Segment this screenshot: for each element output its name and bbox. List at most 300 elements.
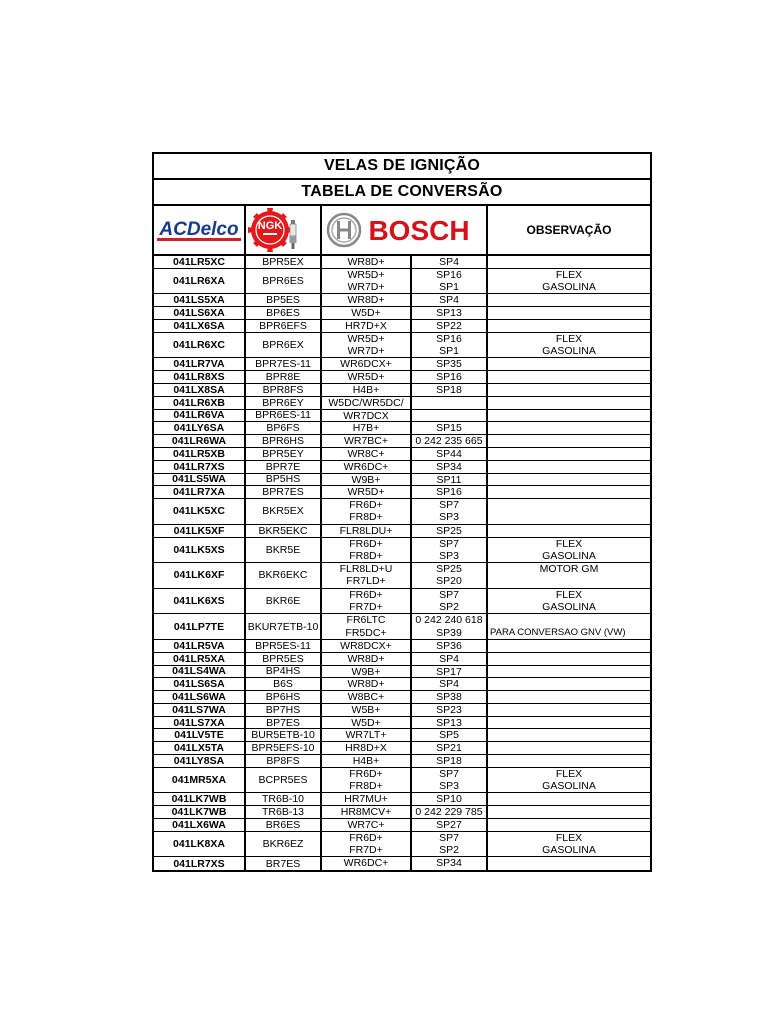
ngk-code-cell: BPR7ES — [246, 486, 322, 498]
cell-line: SP4 — [439, 652, 459, 665]
bosch-code-cell — [322, 857, 412, 870]
cell-line: GASOLINA — [542, 281, 596, 294]
bosch-code-cell — [322, 448, 412, 460]
cell-line: WR7D+ — [347, 281, 385, 294]
table-row — [154, 857, 650, 870]
cell-line: W5B+ — [351, 703, 381, 716]
acdelco-code-cell: 041LR5XB — [154, 448, 246, 460]
table-row — [154, 448, 650, 461]
acdelco-code-cell: 041LR7XS — [154, 461, 246, 473]
cell-line: SP7 — [439, 831, 459, 844]
acdelco-code-cell: 041LX8SA — [154, 384, 246, 396]
bosch-code-cell — [322, 422, 412, 434]
observation-header: OBSERVAÇÃO — [526, 223, 612, 237]
champion-code-cell — [412, 307, 488, 319]
cell-line — [488, 691, 650, 703]
table-row — [154, 729, 650, 742]
observation-cell — [488, 486, 650, 498]
observation-cell — [488, 832, 650, 857]
acdelco-code-cell: 041LR6XC — [154, 333, 246, 358]
observation-cell — [488, 358, 650, 370]
cell-line: WR7DCX — [343, 409, 389, 422]
observation-cell — [488, 525, 650, 537]
cell-line: SP7 — [439, 588, 459, 601]
bosch-code-cell — [322, 269, 412, 294]
cell-line: SP5 — [439, 729, 459, 742]
cell-line: SP44 — [436, 447, 462, 460]
cell-line: SP2 — [439, 844, 459, 857]
cell-line: SP2 — [439, 601, 459, 614]
cell-line — [488, 755, 650, 767]
champion-code-cell — [412, 819, 488, 831]
cell-line: GASOLINA — [542, 549, 596, 562]
cell-line: WR6DCX+ — [340, 358, 392, 371]
cell-line — [488, 575, 650, 587]
cell-line — [488, 729, 650, 741]
cell-line: WR7BC+ — [343, 435, 389, 447]
cell-line — [488, 307, 650, 319]
cell-line — [488, 653, 650, 665]
cell-line — [488, 742, 650, 754]
cell-line — [488, 704, 650, 716]
cell-line — [488, 499, 650, 511]
champion-code-cell — [412, 294, 488, 306]
cell-line: FR6D+ — [349, 588, 383, 601]
champion-code-cell — [412, 717, 488, 729]
cell-line — [488, 640, 650, 652]
table-row — [154, 422, 650, 435]
table-row — [154, 269, 650, 295]
champion-code-cell — [412, 525, 488, 537]
table-row — [154, 653, 650, 666]
table-row — [154, 538, 650, 564]
cell-line: FLEX — [555, 588, 583, 601]
cell-line — [488, 819, 650, 831]
ngk-code-cell: BP6ES — [246, 307, 322, 319]
table-body — [154, 256, 650, 870]
acdelco-code-cell: 041LR6XA — [154, 269, 246, 294]
cell-line: SP7 — [439, 767, 459, 780]
cell-line: SP3 — [439, 511, 459, 524]
cell-line: WR5D+ — [347, 371, 385, 383]
bosch-code-cell — [322, 435, 412, 447]
bosch-code-cell — [322, 793, 412, 805]
table-row — [154, 499, 650, 525]
cell-line: 0 242 240 618 — [415, 614, 483, 627]
champion-code-cell — [412, 614, 488, 639]
table-row — [154, 666, 650, 679]
table-row — [154, 589, 650, 615]
acdelco-code-cell: 041LK8XA — [154, 832, 246, 857]
cell-line: FR7LD+ — [346, 575, 386, 588]
observation-cell — [488, 538, 650, 563]
cell-line: FR6LTC — [346, 614, 386, 627]
acdelco-code-cell: 041LK6XF — [154, 563, 246, 588]
cell-line: WR5D+ — [347, 332, 385, 345]
table-row — [154, 691, 650, 704]
acdelco-code-cell: 041LV5TE — [154, 729, 246, 741]
ngk-code-cell: BP5HS — [246, 474, 322, 486]
cell-line: SP39 — [436, 626, 462, 639]
table-row — [154, 678, 650, 691]
cell-line — [412, 410, 486, 422]
cell-line: WR8C+ — [347, 447, 385, 460]
table-row — [154, 435, 650, 448]
bosch-code-cell — [322, 640, 412, 652]
cell-line: GASOLINA — [542, 345, 596, 358]
cell-line: W5D+ — [351, 307, 381, 319]
ngk-code-cell: BPR7ES-11 — [246, 358, 322, 370]
ngk-code-cell: BP4HS — [246, 666, 322, 678]
bosch-code-cell — [322, 653, 412, 665]
acdelco-code-cell: 041LS6WA — [154, 691, 246, 703]
champion-code-cell — [412, 742, 488, 754]
observation-cell — [488, 742, 650, 754]
ngk-code-cell: BR7ES — [246, 857, 322, 870]
cell-line — [488, 448, 650, 460]
cell-line: SP21 — [436, 742, 462, 755]
acdelco-code-cell: 041LX6SA — [154, 320, 246, 332]
observation-cell — [488, 384, 650, 396]
ngk-code-cell: BP7HS — [246, 704, 322, 716]
champion-code-cell — [412, 269, 488, 294]
cell-line: FR5DC+ — [345, 626, 387, 639]
observation-cell — [488, 614, 650, 639]
champion-code-cell — [412, 857, 488, 870]
ngk-code-cell: BPR6ES — [246, 269, 322, 294]
champion-code-cell — [412, 793, 488, 805]
cell-line: SP13 — [436, 716, 462, 729]
cell-line — [488, 525, 650, 537]
bosch-code-cell — [322, 461, 412, 473]
ngk-code-cell: BPR6HS — [246, 435, 322, 447]
champion-code-cell — [412, 333, 488, 358]
table-row — [154, 307, 650, 320]
cell-line — [488, 486, 650, 498]
observation-cell — [488, 857, 650, 870]
cell-line: SP36 — [436, 639, 462, 652]
ngk-code-cell: BP5ES — [246, 294, 322, 306]
bosch-logo — [322, 206, 488, 254]
ngk-code-cell: BKR6E — [246, 589, 322, 614]
cell-line: SP4 — [439, 294, 459, 307]
ngk-code-cell: BP6HS — [246, 691, 322, 703]
acdelco-code-cell: 041LR6VA — [154, 410, 246, 422]
bosch-code-cell — [322, 614, 412, 639]
champion-code-cell — [412, 666, 488, 678]
champion-code-cell — [412, 422, 488, 434]
acdelco-code-cell: 041LR5XC — [154, 256, 246, 268]
observation-cell — [488, 704, 650, 716]
ngk-code-cell: BKUR7ETB-10 — [246, 614, 322, 639]
cell-line: H4B+ — [352, 383, 380, 396]
bosch-code-cell — [322, 691, 412, 703]
ngk-code-cell: BPR8E — [246, 371, 322, 383]
table-row — [154, 832, 650, 858]
acdelco-code-cell: 041LK6XS — [154, 589, 246, 614]
table-row — [154, 717, 650, 730]
acdelco-code-cell: 041LS5XA — [154, 294, 246, 306]
cell-line: SP16 — [436, 268, 462, 281]
cell-line — [488, 793, 650, 805]
bosch-code-cell — [322, 742, 412, 754]
table-row — [154, 614, 650, 640]
cell-line: WR7C+ — [347, 819, 385, 831]
champion-code-cell — [412, 691, 488, 703]
acdelco-code-cell: 041LS7XA — [154, 717, 246, 729]
champion-code-cell — [412, 397, 488, 409]
acdelco-code-cell: 041LR6WA — [154, 435, 246, 447]
ngk-code-cell: BKR5EX — [246, 499, 322, 524]
champion-code-cell — [412, 435, 488, 447]
champion-code-cell — [412, 768, 488, 793]
acdelco-code-cell: 041LR6XB — [154, 397, 246, 409]
table-row — [154, 704, 650, 717]
observation-cell — [488, 717, 650, 729]
champion-code-cell — [412, 806, 488, 818]
cell-line: GASOLINA — [542, 844, 596, 857]
ngk-code-cell: BP6FS — [246, 422, 322, 434]
cell-line: SP23 — [436, 703, 462, 716]
acdelco-code-cell: 041LR8XS — [154, 371, 246, 383]
acdelco-logo — [154, 206, 246, 254]
bosch-code-cell — [322, 589, 412, 614]
cell-line: HR8MCV+ — [340, 806, 392, 819]
observation-cell — [488, 563, 650, 588]
bosch-code-cell — [322, 717, 412, 729]
cell-line: FR6D+ — [349, 831, 383, 844]
cell-line — [488, 461, 650, 473]
cell-line: SP3 — [439, 780, 459, 793]
table-row — [154, 384, 650, 397]
cell-line — [488, 410, 650, 422]
observation-cell — [488, 806, 650, 818]
cell-line: SP7 — [439, 499, 459, 512]
cell-line: H4B+ — [352, 755, 380, 767]
bosch-code-cell — [322, 397, 412, 409]
cell-line: 0 242 235 665 — [415, 435, 483, 447]
acdelco-code-cell: 041LS6SA — [154, 678, 246, 690]
table-row — [154, 333, 650, 359]
cell-line: WR5D+ — [347, 486, 385, 499]
cell-line — [412, 397, 486, 409]
cell-line: FLR8LDU+ — [339, 524, 393, 537]
table-row — [154, 371, 650, 384]
cell-line: FR8D+ — [349, 780, 383, 793]
table-row — [154, 742, 650, 755]
acdelco-code-cell: 041LK5XF — [154, 525, 246, 537]
table-row — [154, 358, 650, 371]
table-row — [154, 474, 650, 487]
cell-line: SP20 — [436, 575, 462, 588]
bosch-code-cell — [322, 371, 412, 383]
bosch-code-cell — [322, 806, 412, 818]
acdelco-code-cell: 041LS4WA — [154, 666, 246, 678]
ngk-code-cell: B6S — [246, 678, 322, 690]
champion-code-cell — [412, 320, 488, 332]
table-row — [154, 793, 650, 806]
observation-cell — [488, 678, 650, 690]
ngk-code-cell: BCPR5ES — [246, 768, 322, 793]
observation-cell — [488, 269, 650, 294]
cell-line: FR8D+ — [349, 511, 383, 524]
acdelco-code-cell: 041LX5TA — [154, 742, 246, 754]
bosch-code-cell — [322, 320, 412, 332]
observation-cell — [488, 307, 650, 319]
acdelco-code-cell: 041LR7XS — [154, 857, 246, 870]
cell-line: SP22 — [436, 319, 462, 332]
cell-line — [488, 294, 650, 306]
acdelco-logo-text: ACDelco — [159, 219, 239, 240]
champion-code-cell — [412, 729, 488, 741]
cell-line: 0 242 229 785 — [415, 806, 483, 819]
observation-cell — [488, 819, 650, 831]
champion-code-cell — [412, 256, 488, 268]
observation-cell — [488, 448, 650, 460]
observation-cell — [488, 474, 650, 486]
observation-cell — [488, 691, 650, 703]
ngk-code-cell: BKR5E — [246, 538, 322, 563]
cell-line: WR8D+ — [347, 652, 385, 665]
cell-line: FR7D+ — [349, 601, 383, 614]
observation-cell — [488, 729, 650, 741]
cell-line — [488, 614, 650, 626]
ngk-code-cell: BPR7E — [246, 461, 322, 473]
champion-code-cell — [412, 755, 488, 767]
table-row — [154, 410, 650, 423]
cell-line: SP18 — [436, 383, 462, 396]
bosch-code-cell — [322, 384, 412, 396]
observation-cell — [488, 333, 650, 358]
cell-line: FLEX — [555, 268, 583, 281]
acdelco-code-cell: 041LY6SA — [154, 422, 246, 434]
observation-cell — [488, 410, 650, 422]
observation-cell — [488, 435, 650, 447]
bosch-code-cell — [322, 563, 412, 588]
table-row — [154, 525, 650, 538]
bosch-code-cell — [322, 755, 412, 767]
cell-line: SP1 — [439, 345, 459, 358]
acdelco-code-cell: 041LS6XA — [154, 307, 246, 319]
cell-line: WR8D+ — [347, 256, 385, 268]
cell-line: FLEX — [555, 831, 583, 844]
champion-code-cell — [412, 640, 488, 652]
cell-line — [488, 474, 650, 486]
cell-line: W9B+ — [351, 665, 381, 678]
ngk-code-cell: BPR5ES — [246, 653, 322, 665]
cell-line: GASOLINA — [542, 780, 596, 793]
cell-line: H7B+ — [352, 422, 380, 435]
bosch-code-cell — [322, 486, 412, 498]
ngk-code-cell: BP7ES — [246, 717, 322, 729]
cell-line: W5DC/WR5DC/ — [328, 396, 404, 409]
bosch-code-cell — [322, 410, 412, 422]
cell-line: SP25 — [436, 563, 462, 576]
ngk-code-cell: BPR6ES-11 — [246, 410, 322, 422]
cell-line — [488, 371, 650, 383]
ngk-code-cell: BUR5ETB-10 — [246, 729, 322, 741]
acdelco-code-cell: 041LS7WA — [154, 704, 246, 716]
cell-line: WR8D+ — [347, 294, 385, 307]
cell-line: W5D+ — [351, 716, 381, 729]
acdelco-code-cell: 041LS5WA — [154, 474, 246, 486]
cell-line: SP27 — [436, 819, 462, 831]
champion-code-cell — [412, 499, 488, 524]
acdelco-code-cell: 041LK7WB — [154, 793, 246, 805]
bosch-logo-text: BOSCH — [368, 215, 470, 246]
acdelco-code-cell: 041LP7TE — [154, 614, 246, 639]
brand-header-row — [154, 206, 650, 256]
table-row — [154, 486, 650, 499]
champion-code-cell — [412, 358, 488, 370]
cell-line — [488, 256, 650, 268]
table-row — [154, 320, 650, 333]
ngk-code-cell: BPR5EY — [246, 448, 322, 460]
observation-cell — [488, 397, 650, 409]
cell-line — [488, 384, 650, 396]
acdelco-code-cell: 041LX6WA — [154, 819, 246, 831]
ngk-code-cell: BKR6EZ — [246, 832, 322, 857]
cell-line: W8BC+ — [347, 691, 385, 703]
cell-line: SP35 — [436, 358, 462, 371]
observation-cell — [488, 256, 650, 268]
cell-line — [488, 397, 650, 409]
cell-line: SP18 — [436, 755, 462, 767]
bosch-code-cell — [322, 768, 412, 793]
cell-line: SP16 — [436, 486, 462, 499]
observation-cell — [488, 371, 650, 383]
cell-line — [488, 511, 650, 523]
bosch-code-cell — [322, 729, 412, 741]
cell-line: FLEX — [555, 332, 583, 345]
cell-line — [488, 435, 650, 447]
cell-line: WR8D+ — [347, 678, 385, 691]
acdelco-code-cell: 041LR5XA — [154, 653, 246, 665]
table-row — [154, 256, 650, 269]
table-row — [154, 819, 650, 832]
cell-line: FR7D+ — [349, 844, 383, 857]
cell-line: GASOLINA — [542, 601, 596, 614]
cell-line: SP10 — [436, 793, 462, 806]
bosch-code-cell — [322, 678, 412, 690]
cell-line: WR8DCX+ — [340, 639, 392, 652]
cell-line: SP7 — [439, 537, 459, 550]
table-row — [154, 563, 650, 589]
cell-line: W9B+ — [351, 473, 381, 486]
champion-code-cell — [412, 563, 488, 588]
bosch-code-cell — [322, 294, 412, 306]
acdelco-code-cell: 041LY8SA — [154, 755, 246, 767]
observation-cell — [488, 320, 650, 332]
table-row — [154, 397, 650, 410]
champion-code-cell — [412, 538, 488, 563]
cell-line — [488, 666, 650, 678]
bosch-code-cell — [322, 819, 412, 831]
cell-line: SP3 — [439, 549, 459, 562]
cell-line: SP4 — [439, 256, 459, 268]
observation-cell — [488, 768, 650, 793]
champion-code-cell — [412, 410, 488, 422]
ngk-code-cell: BPR8FS — [246, 384, 322, 396]
observation-cell — [488, 666, 650, 678]
cell-line: WR5D+ — [347, 268, 385, 281]
champion-code-cell — [412, 653, 488, 665]
table-row — [154, 806, 650, 819]
ngk-code-cell: BPR6EX — [246, 333, 322, 358]
champion-code-cell — [412, 704, 488, 716]
cell-line: SP38 — [436, 691, 462, 703]
cell-line: WR6DC+ — [343, 460, 389, 473]
